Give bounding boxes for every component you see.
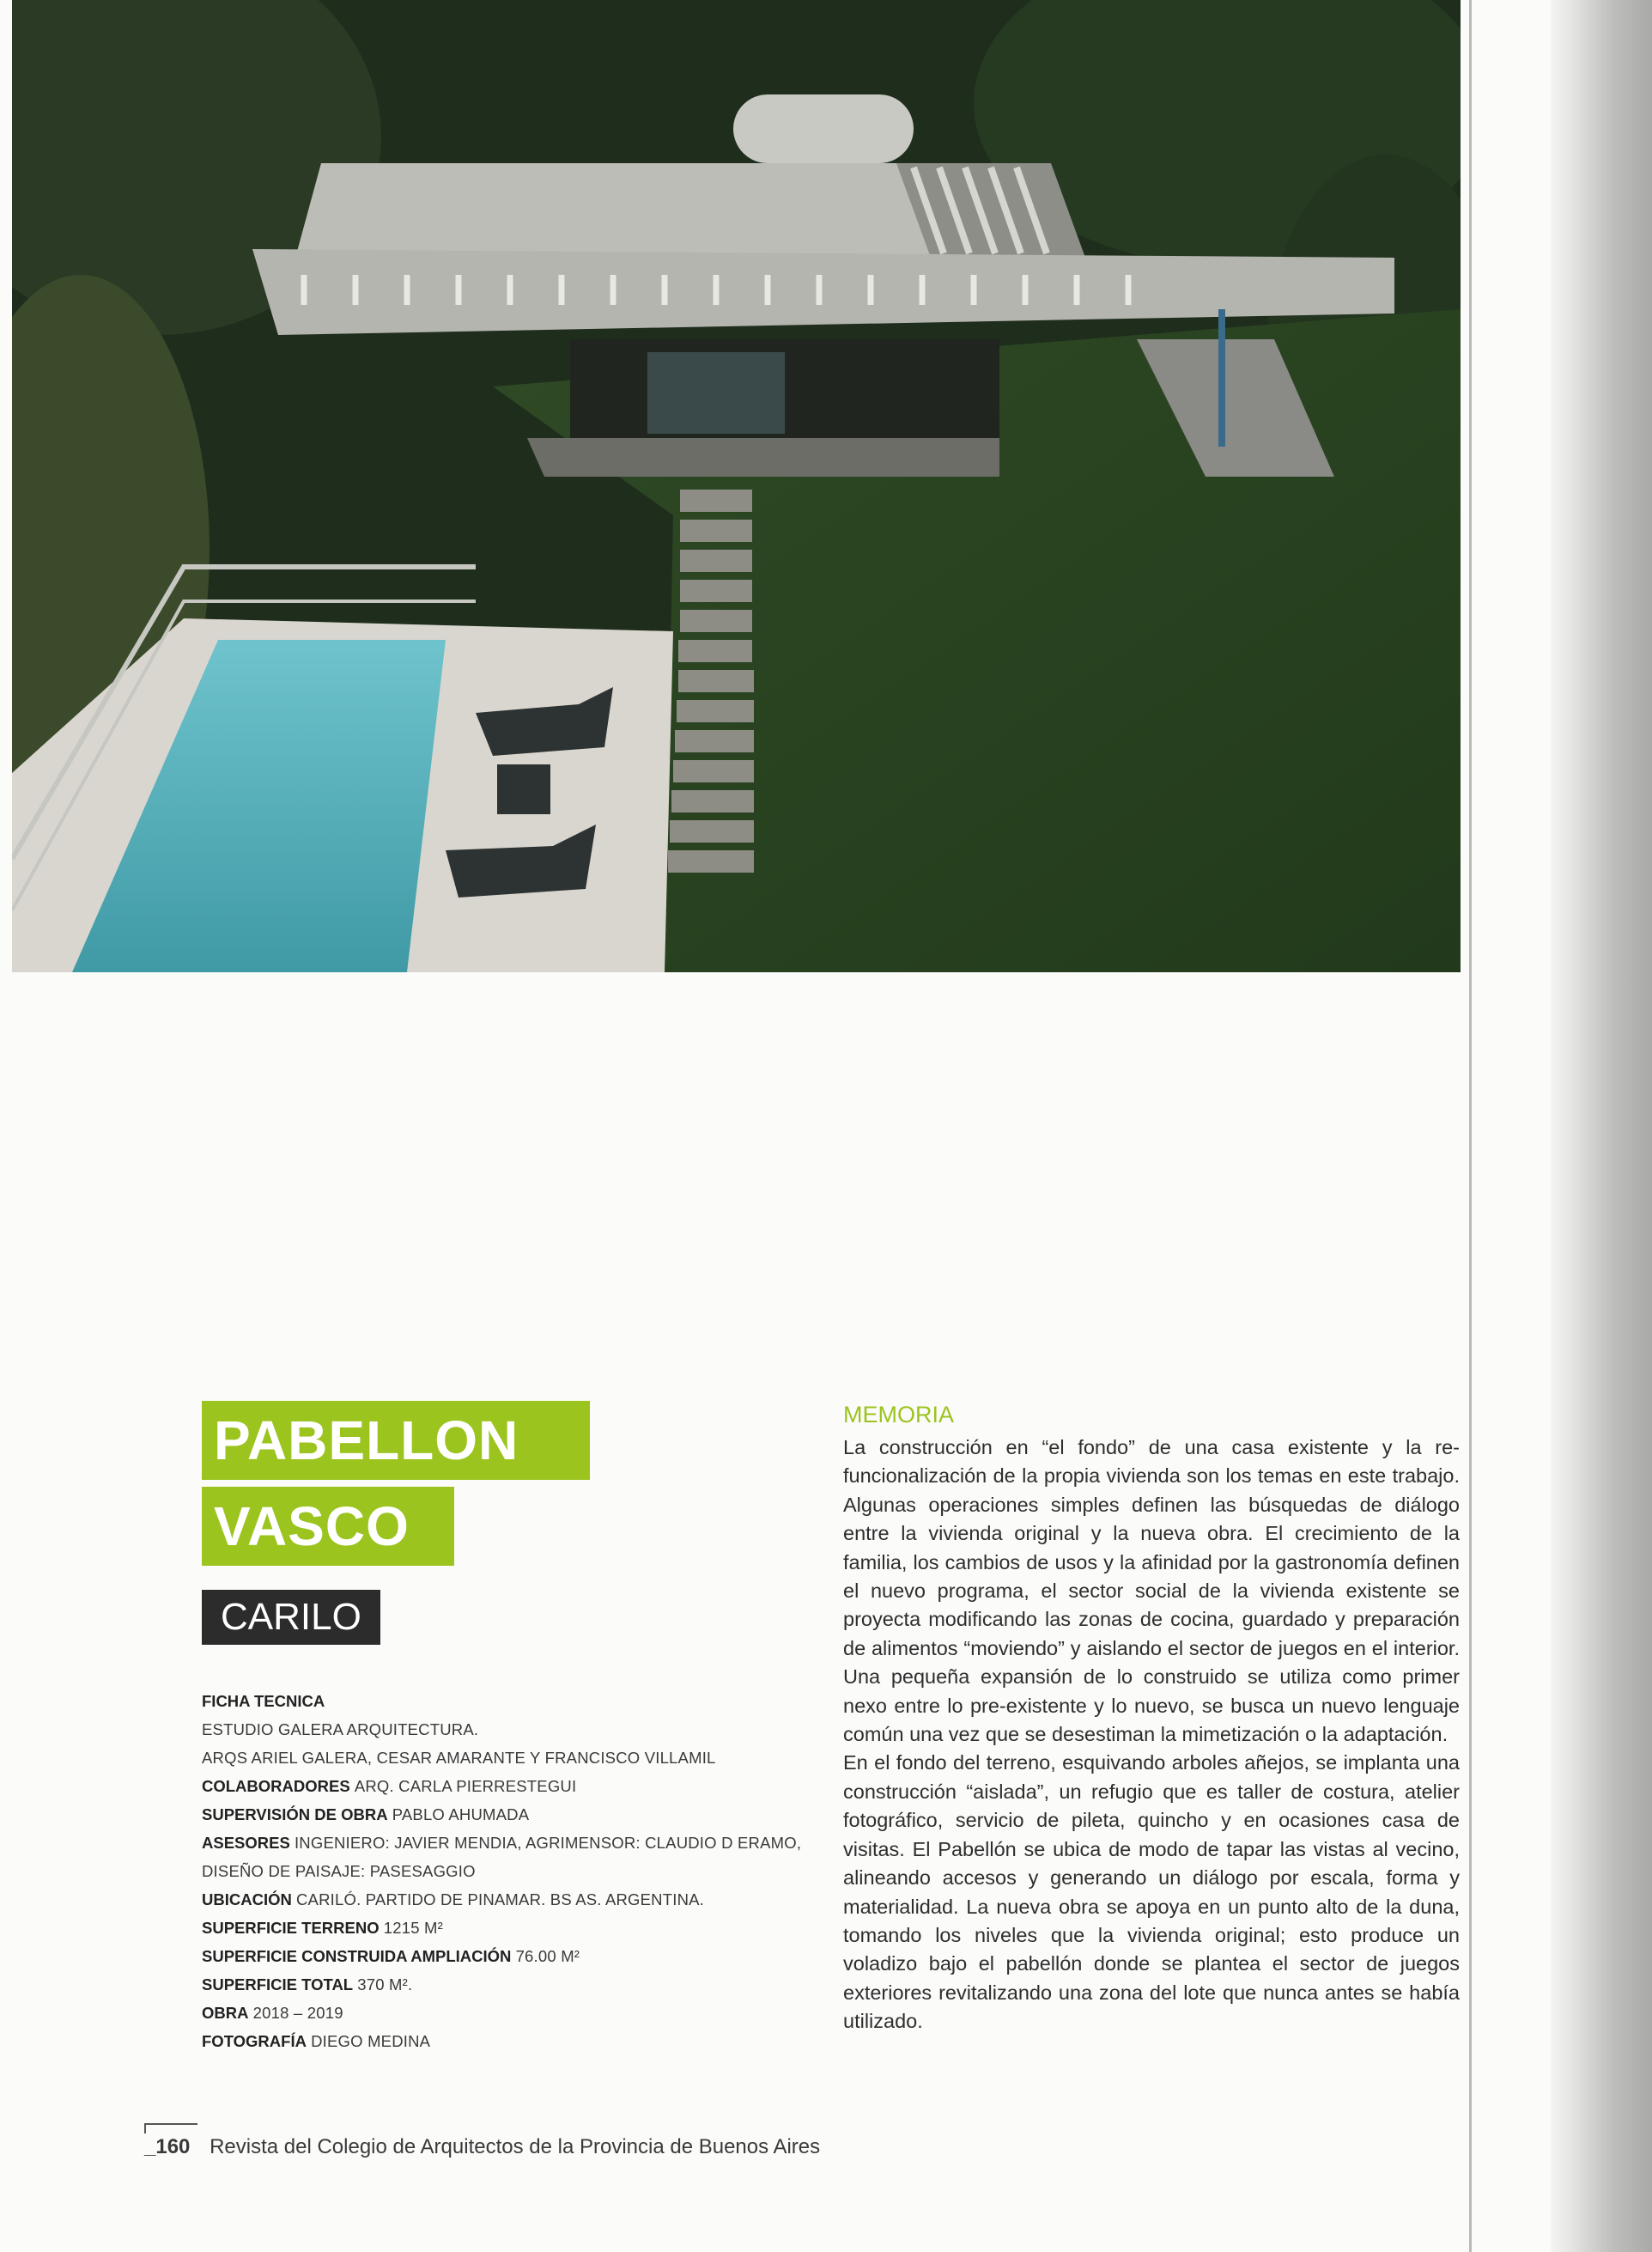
memoria-heading: MEMORIA: [843, 1402, 955, 1427]
credit-value: 1215 M²: [383, 1919, 444, 1937]
page-number: _160: [144, 2135, 191, 2158]
page-fold-line: [1469, 0, 1472, 2252]
credit-row: [202, 1857, 751, 1885]
credit-row: [202, 1885, 751, 1914]
credit-row: [202, 1800, 751, 1829]
credit-value: INGENIERO: JAVIER MENDIA, AGRIMENSOR: CLAUDIO D ERAMO,: [294, 1834, 802, 1852]
memoria-paragraph-1: La construcción en “el fondo” de una casa existente y la re-funcionalización de la propia vivienda son los temas en este trabajo. Algunas operaciones simples definen las búsquedas de diálogo entre la vivienda original y la nueva obra. El crecimiento de la familia, los cambios de usos y la afinidad por la gastronomía definen el nuevo programa, el sector social de la vivienda existente se proyecta modificando las zonas de cocina, guardado y preparación de alimentos “moviendo” y aislando el sector de juegos en el interior. Una pequeña expansión de lo construido se utiliza como primer nexo entre lo pre-existente y lo nuevo, se busca un nuevo lenguaje común una vez que se desestiman la mimetización o la adaptación.: [843, 1436, 1460, 1746]
credit-value: PABLO AHUMADA: [392, 1805, 530, 1823]
credit-row: [202, 1999, 751, 2027]
studio-line: ESTUDIO GALERA ARQUITECTURA.: [202, 1720, 479, 1738]
credit-row: [202, 2027, 751, 2055]
credit-label: SUPERVISIÓN DE OBRA: [202, 1805, 388, 1823]
credit-label: FOTOGRAFÍA: [202, 2032, 307, 2050]
credit-label: COLABORADORES: [202, 1777, 350, 1795]
architects-line: ARQS ARIEL GALERA, CESAR AMARANTE Y FRANCISCO VILLAMIL: [202, 1749, 716, 1767]
credit-value: 370 M².: [357, 1975, 413, 1993]
credit-row: [202, 1772, 751, 1800]
aerial-photo: [12, 0, 1461, 972]
project-title: [202, 1401, 590, 1566]
credit-row: [202, 1970, 751, 1999]
publication-name: Revista del Colegio de Arquitectos de la Provincia de Buenos Aires: [210, 2135, 821, 2158]
memoria-column: [843, 1397, 1460, 2036]
page-curl-shadow: [1551, 0, 1652, 2252]
credit-row: [202, 1914, 751, 1942]
credit-value: DISEÑO DE PAISAJE: PASESAGGIO: [202, 1862, 476, 1880]
credit-label: SUPERFICIE CONSTRUIDA AMPLIACIÓN: [202, 1947, 512, 1965]
credit-value: ARQ. CARLA PIERRESTEGUI: [354, 1777, 577, 1795]
credit-label: SUPERFICIE TOTAL: [202, 1975, 354, 1993]
credit-value: CARILÓ. PARTIDO DE PINAMAR. BS AS. ARGENTINA.: [295, 1890, 705, 1908]
technical-sheet: [202, 1687, 802, 2055]
credit-label: ASESORES: [202, 1834, 290, 1852]
credit-row: [202, 1942, 751, 1970]
corner-mark: [144, 2123, 197, 2133]
credit-row: [202, 1829, 802, 1857]
location-label: CARILO: [202, 1590, 380, 1645]
credit-label: UBICACIÓN: [202, 1890, 292, 1908]
title-line-1: PABELLON: [202, 1401, 590, 1480]
credit-value: DIEGO MEDINA: [311, 2032, 431, 2050]
credit-value: 76.00 M²: [515, 1947, 580, 1965]
credit-value: 2018 – 2019: [252, 2004, 343, 2022]
page-footer: [144, 2135, 820, 2159]
credit-label: SUPERFICIE TERRENO: [202, 1919, 380, 1937]
credit-label: OBRA: [202, 2004, 249, 2022]
title-line-2: VASCO: [202, 1487, 454, 1566]
memoria-paragraph-2: En el fondo del terreno, esquivando arboles añejos, se implanta una construcción “aislada”, un refugio que es taller de costura, atelier fotográfico, servicio de pileta, quincho y en ocasiones casa de visitas. El Pabellón se ubica de modo de tapar las vistas al vecino, alineando accesos y generando un diálogo por escala, forma y materialidad. La nueva obra se apoya en un punto alto de la duna, tomando los niveles que la vivienda original; esto produce un voladizo bajo el pabellón donde se plantea el sector de juegos exteriores revitalizando una zona del lote que nunca antes se había utilizado.: [843, 1751, 1460, 2033]
technical-sheet-heading: FICHA TECNICA: [202, 1692, 325, 1710]
